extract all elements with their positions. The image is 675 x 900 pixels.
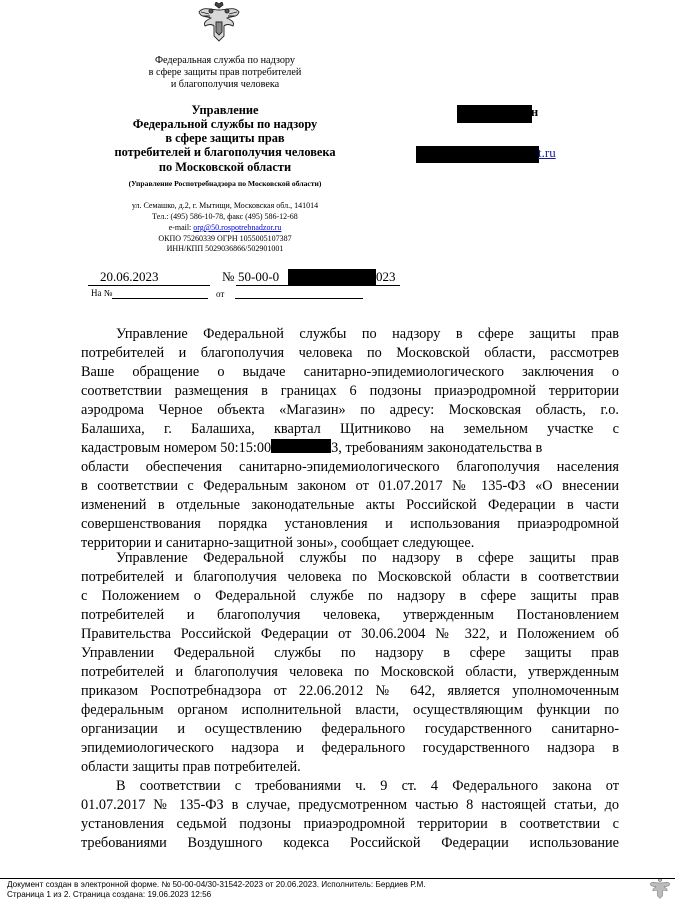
body-line: аэродрома Черное объекта «Магазин» по адресу: Московская область, г.о. bbox=[81, 402, 619, 418]
body-line-cadastral bbox=[81, 439, 619, 458]
department-name-line: по Московской области bbox=[158, 160, 292, 174]
body-line: Управление Федеральной службы по надзору в сфере защиты прав bbox=[116, 550, 619, 566]
body-line: изменений в отдельные законодательные акты Российской Федерации в части bbox=[81, 497, 619, 513]
document-number-prefix: 50-00-0 bbox=[238, 269, 280, 284]
body-line: соответствии размещения в границах 6 подзоны приаэродромной территории bbox=[81, 383, 619, 399]
body-line: области обеспечения санитарно-эпидемиологического благополучия населения bbox=[81, 459, 619, 475]
recipient-email-redaction bbox=[416, 146, 539, 163]
date-underline bbox=[88, 285, 210, 286]
cadastral-number-redaction bbox=[271, 439, 331, 453]
body-line: организации и осуществлению федерального государственного санитарно- bbox=[81, 721, 619, 737]
sender-email bbox=[100, 223, 350, 234]
body-line: федеральным органом исполнительной власти, осуществляющим функции по bbox=[81, 702, 619, 718]
body-line: Управлении Федеральной службы по надзору в сфере защиты прав bbox=[81, 645, 619, 661]
body-line: потребителей и благополучия человека, утвержденным Постановлением bbox=[81, 607, 619, 623]
recipient-name-suffix: н bbox=[531, 105, 539, 119]
body-line: Управление Федеральной службы по надзору в сфере защиты прав bbox=[116, 326, 619, 342]
footer-emblem-icon bbox=[649, 879, 671, 899]
department-short-name: (Управление Роспотребнадзора по Московской области) bbox=[128, 179, 322, 188]
body-line: установления седьмой подзоны приаэродромной территории в соответствии с bbox=[81, 816, 619, 832]
body-line: 01.07.2017 № 135-ФЗ в случае, предусмотренном частью 8 настоящей статьи, до bbox=[81, 797, 619, 813]
body-line: Балашиха, г. Балашиха, квартал Щитниково на земельном участке с bbox=[81, 421, 619, 437]
document-number-suffix: 023 bbox=[376, 269, 396, 284]
sender-address: ул. Семашко, д.2, г. Мытищи, Московская обл., 141014 bbox=[131, 201, 319, 210]
body-line: области защиты прав потребителей. bbox=[81, 759, 301, 775]
department-name-line: потребителей и благополучия человека bbox=[114, 145, 336, 159]
department-name-line: в сфере защиты прав bbox=[165, 131, 285, 145]
agency-name-line: Федеральная служба по надзору bbox=[155, 55, 295, 66]
agency-name-line: и благополучия человека bbox=[170, 79, 280, 90]
recipient-name-redaction bbox=[457, 105, 532, 123]
body-line: в соответствии с Федеральным законом от 01.07.2017 № 135-ФЗ «О внесении bbox=[81, 478, 619, 494]
reply-from-label: от bbox=[216, 289, 225, 299]
sender-phone-fax: Тел.: (495) 586-10-78, факс (495) 586-12-68 bbox=[152, 212, 298, 221]
body-line: территории и санитарно-защитной зоны», сообщает следующее. bbox=[81, 535, 475, 551]
body-line: приказом Роспотребнадзора от 22.06.2012 № 642, является уполномоченным bbox=[81, 683, 619, 699]
cadastral-text-after: 3, требованиям законодательства в bbox=[331, 440, 543, 456]
number-symbol: № bbox=[222, 269, 235, 284]
document-date: 20.06.2023 bbox=[100, 269, 159, 284]
document-number-redaction bbox=[288, 269, 376, 285]
recipient-email-suffix[interactable]: t.ru bbox=[538, 145, 556, 160]
footer-page-info: Страница 1 из 2. Страница создана: 19.06.2023 12:56 bbox=[7, 890, 212, 899]
reply-to-number-label: На № bbox=[91, 288, 113, 298]
body-line: с Положением о Федеральной службе по надзору в сфере защиты прав bbox=[81, 588, 619, 604]
body-line: Правительства Российской Федерации от 30.06.2004 № 322, и Положением об bbox=[81, 626, 619, 642]
sender-email-link[interactable]: org@50.rospotrebnadzor.ru bbox=[193, 223, 282, 232]
footer-document-info: Документ создан в электронной форме. № 50-00-04/30-31542-2023 от 20.06.2023. Исполнитель: Бердиев Р.М. bbox=[7, 880, 426, 889]
body-line: потребителей и благополучия человека по Московской области в соответствии bbox=[81, 569, 619, 585]
body-line: эпидемиологического надзора и федерального государственного надзора в bbox=[81, 740, 619, 756]
sender-inn-kpp: ИНН/КПП 5029036866/502901001 bbox=[166, 244, 284, 253]
reply-number-blank bbox=[112, 298, 208, 299]
body-line: потребителей и благополучия человека по Московской области, рассмотрев bbox=[81, 345, 619, 361]
reply-date-blank bbox=[235, 298, 363, 299]
footer-divider bbox=[0, 878, 675, 879]
agency-name-line: в сфере защиты прав потребителей bbox=[148, 67, 302, 78]
email-label: e-mail: bbox=[168, 223, 194, 232]
body-line: В соответствии с требованиями ч. 9 ст. 4 Федерального закона от bbox=[116, 778, 619, 794]
department-name-line: Федеральной службы по надзору bbox=[132, 117, 318, 131]
number-underline bbox=[236, 285, 400, 286]
body-line: совершенствования порядка установления и использования приаэродромной bbox=[81, 516, 619, 532]
body-line: требованиями Воздушного кодекса Российской Федерации использование bbox=[81, 835, 619, 851]
body-line: потребителей и благополучия человека по Московской области, утвержденным bbox=[81, 664, 619, 680]
body-line: Ваше обращение о выдаче санитарно-эпидемиологического заключения о bbox=[81, 364, 619, 380]
coat-of-arms-emblem-icon bbox=[197, 2, 241, 42]
sender-okpo-ogrn: ОКПО 75260339 ОГРН 1055005107387 bbox=[158, 234, 292, 243]
department-name-line: Управление bbox=[191, 103, 259, 117]
cadastral-text-before: кадастровым номером 50:15:00 bbox=[81, 440, 272, 456]
